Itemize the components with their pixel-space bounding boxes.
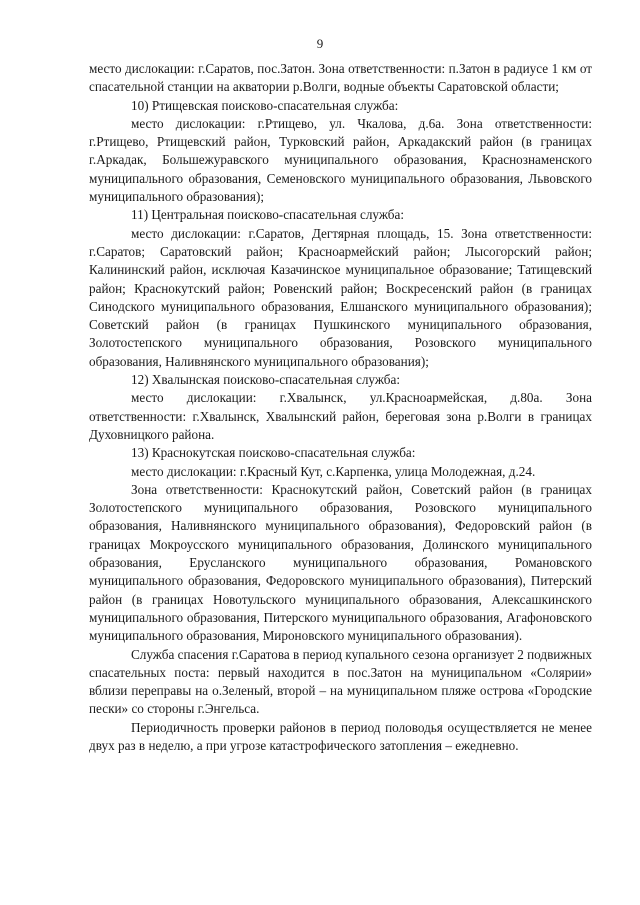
paragraph-zaton-location: место дислокации: г.Саратов, пос.Затон. Зона ответственности: п.Затон в радиусе 1 км от спасательной станции на акватории р.Волги, водные объекты Саратовской области;	[89, 61, 592, 95]
paragraph-krasnokutsk-location: место дислокации: г.Красный Кут, с.Карпенка, улица Молодежная, д.24.	[131, 463, 536, 479]
heading-khvalynsk-service: 12) Хвалынская поисково-спасательная служба:	[131, 372, 401, 388]
page-number: 9	[316, 36, 324, 51]
paragraph-flood-inspection: Периодичность проверки районов в период половодья осуществляется не менее двух раз в неделю, а при угрозе катастрофического затопления – ежедневно.	[89, 719, 592, 753]
heading-rtishchevo-service: 10) Ртищевская поисково-спасательная служба:	[131, 97, 399, 113]
paragraph-central-location: место дислокации: г.Саратов, Дегтярная площадь, 15. Зона ответственности: г.Саратов; Саратовский район; Красноармейский район; Лысогорский район; Калининский район, исключая Казачинское муниципальное образование; Татищевский район; Краснокутский район; Ровенский район; Воскресенский район (в границах Синодского муниципального образования, Елшанского муниципального образования); Советский район (в границах Пушкинского муниципального образования, Золотостепского муниципального образования, Розовского муниципального образования, Наливнянского муниципального образования);	[89, 225, 592, 369]
paragraph-saratov-rescue-posts: Служба спасения г.Саратова в период купального сезона организует 2 подвижных спасательных поста: первый находится в пос.Затон на муниципальном «Солярии» вблизи переправы на о.Зеленый, второй – на муниципальном пляже острова «Городские пески» со стороны г.Энгельса.	[89, 646, 592, 717]
paragraph-khvalynsk-location: место дислокации: г.Хвалынск, ул.Красноармейская, д.80а. Зона ответственности: г.Хвалынск, Хвалынский район, береговая зона р.Волги в границах Духовницкого района.	[89, 390, 592, 442]
paragraph-krasnokutsk-zone: Зона ответственности: Краснокутский район, Советский район (в границах Золотостепского муниципального образования, Розовского муниципального образования, Наливнянского муниципального образования), Федоровский район (в границах Мокроусского муниципального образования, Долинского муниципального образования, Ерусланского муниципального образования, Романовского муниципального образования, Федоровского муниципального образования), Питерский район (в границах Новотульского муниципального образования, Алексашкинского муниципального образования, Питерского муниципального образования, Агафоновского муниципального образования, Мироновского муниципального образования).	[89, 481, 592, 644]
heading-krasnokutsk-service: 13) Краснокутская поисково-спасательная служба:	[131, 445, 416, 461]
paragraph-rtishchevo-location: место дислокации: г.Ртищево, ул. Чкалова, д.6а. Зона ответственности: г.Ртищево, Ртищевский район, Турковский район, Аркадакский район (в границах г.Аркадак, Большежуравского муниципального образования, Краснознаменского муниципального образования, Семеновского муниципального образования, Львовского муниципального образования);	[89, 115, 592, 205]
document-body	[89, 60, 592, 755]
heading-central-service: 11) Центральная поисково-спасательная служба:	[131, 207, 404, 223]
